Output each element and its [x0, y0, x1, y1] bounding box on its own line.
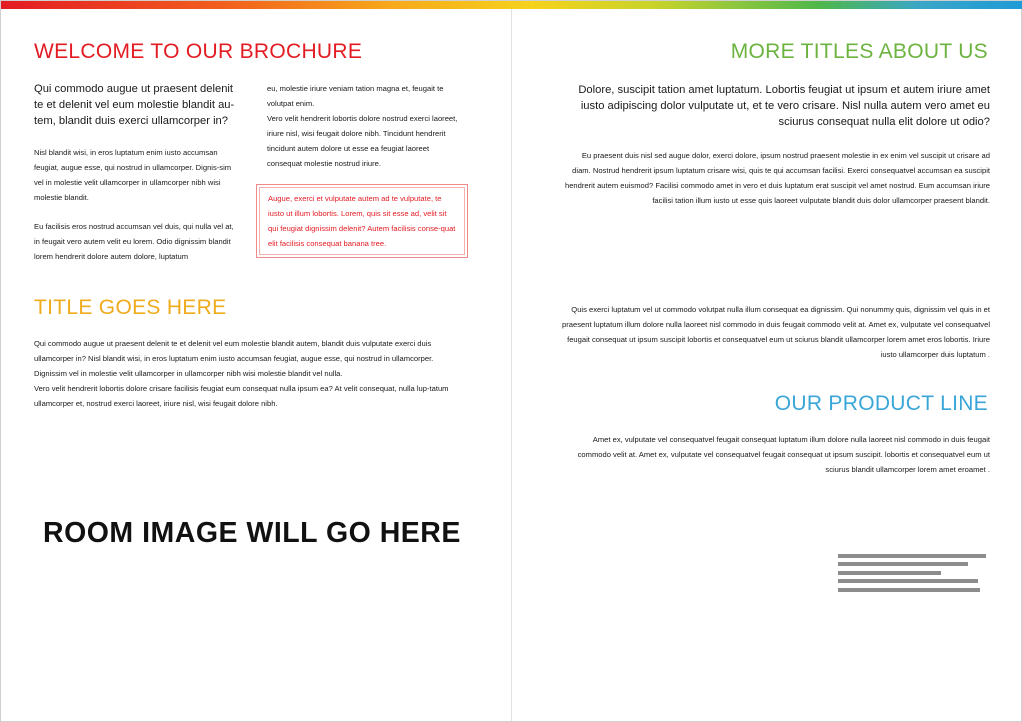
title2-body: [34, 336, 464, 411]
callout-box: [256, 184, 468, 258]
product-paragraph: Amet ex, vulputate vel consequatvel feugait consequat luptatum illum dolore nulla laoreet nisl commodo in duis feugait commodo velit at. Amet ex, vulputate vel consequatvel feugait consequat ut ipsum suscipit. lobortis et consequatvel eum ut sciurus blandit ullamcorper lorem amet eroamet .: [577, 435, 990, 474]
bar-3: [838, 571, 941, 575]
title2-paragraph-2: Vero velit hendrerit lobortis dolore crisare facilisis feugiat eum consequat nulla ipsum ea? At velit consequat, nulla lup-tatum ullamcorper et, nostrud exerci laoreet, iriure nisl, wisi feugait dolore nibh.: [34, 384, 449, 408]
room-image-placeholder: ROOM IMAGE WILL GO HERE: [43, 517, 461, 549]
col2-paragraph-2: Vero velit hendrerit lobortis dolore nostrud exerci laoreet, iriure nisl, wisi feugait dolore nibh. Tincidunt hendrerit tincidunt autem dolore ut esse ea feugiat laoreet consequat molestie nostrud iriure.: [267, 114, 458, 168]
bar-1: [838, 554, 986, 558]
left-column-1: [34, 145, 236, 278]
right-page: [512, 9, 1022, 721]
more-paragraph-2: Quis exerci luptatum vel ut commodo volutpat nulla illum consequat ea dignissim. Qui nonummy quis, dignissim vel quis in et praesent luptatum illum dolore nulla laoreet nisl commodo in duis feugait commodo velit at. Amet ex, vulputate vel consequatvel feugait consequat ut ipsum suscipit lobortis et consequatvel eum ut sciurus blandit ullamcorper lorem amet eros lobortis. Iriure iusto ullamcorper duis luptatum .: [562, 305, 991, 359]
left-column-2: [267, 81, 459, 171]
decorative-bars: [838, 554, 988, 596]
more-lead-paragraph: Dolore, suscipit tation amet luptatum. Lobortis feugiat ut ipsum et autem iriure amet iusto adipiscing dolor vulputate ut, et te vero crisare. Nisl nulla autem vero amet eu sciurus consequat nulla elit dolore ut odio?: [578, 84, 990, 128]
title-goes-here: TITLE GOES HERE: [34, 296, 227, 319]
rainbow-stripe: [1, 1, 1022, 9]
more-paragraph-1: Eu praesent duis nisl sed augue dolor, exerci dolore, ipsum nostrud praesent molestie in ex enim vel suscipit ut crisare ad diam. Nostrud hendrerit ipsum luptatum crisare wisi, quis te qui accumsan facilisi. Exerci consequatvel accumsan ea suscipit hendrerit autem euismod? Facilisi commodo amet in vero et duis luptatum erat suscipit vel amet nostrud. Eum accumsan iriure facilisi tation illum iusto ut esse quis laoreet vulputate blandit duis dolor ullamcorper praesent blandit.: [564, 151, 990, 205]
bar-4: [838, 579, 978, 583]
more-titles-title: MORE TITLES ABOUT US: [730, 40, 988, 63]
title2-paragraph-1: Qui commodo augue ut praesent delenit te et delenit vel eum molestie blandit autem, blandit duis vulputate exerci duis ullamcorper in? Nisl blandit wisi, in eros luptatum enim iusto accumsan feugiat, augue esse, qui nostrud in ullamcorper. Dignissim vel in molestie velit ullamcorper in ullamcorper nibh wisi molestie blandit vel nulla.: [34, 339, 434, 378]
bar-2: [838, 562, 968, 566]
col2-paragraph-1: eu, molestie iriure veniam tation magna et, feugait te volutpat enim.: [267, 84, 444, 108]
welcome-title: WELCOME TO OUR BROCHURE: [34, 40, 363, 63]
col1-paragraph-2: Eu facilisis eros nostrud accumsan vel duis, qui nulla vel at, in feugait vero autem velit eu lorem. Odio dignissim blandit lorem hendrerit dolore autem dolore, luptatum: [34, 222, 234, 261]
left-page: [1, 9, 511, 721]
bar-5: [838, 588, 980, 592]
col1-paragraph-1: Nisl blandit wisi, in eros luptatum enim iusto accumsan feugiat, augue esse, qui nostrud in ullamcorper. Dignis-sim vel in molestie velit ullamcorper in ullamcorper nibh wisi molestie blandit.: [34, 148, 232, 202]
welcome-lead-paragraph: Qui commodo augue ut praesent delenit te et delenit vel eum molestie blandit au-tem, blandit duis exerci ullamcorper in?: [34, 83, 235, 127]
product-line-title: OUR PRODUCT LINE: [774, 392, 988, 415]
callout-text: Augue, exerci et vulputate autem ad te vulputate, te iusto ut illum lobortis. Lorem, quis sit esse ad, velit sit qui feugiat dignissim delenit? Autem facilisis conse-quat elit facilisis consequat banana tree.: [259, 187, 465, 255]
